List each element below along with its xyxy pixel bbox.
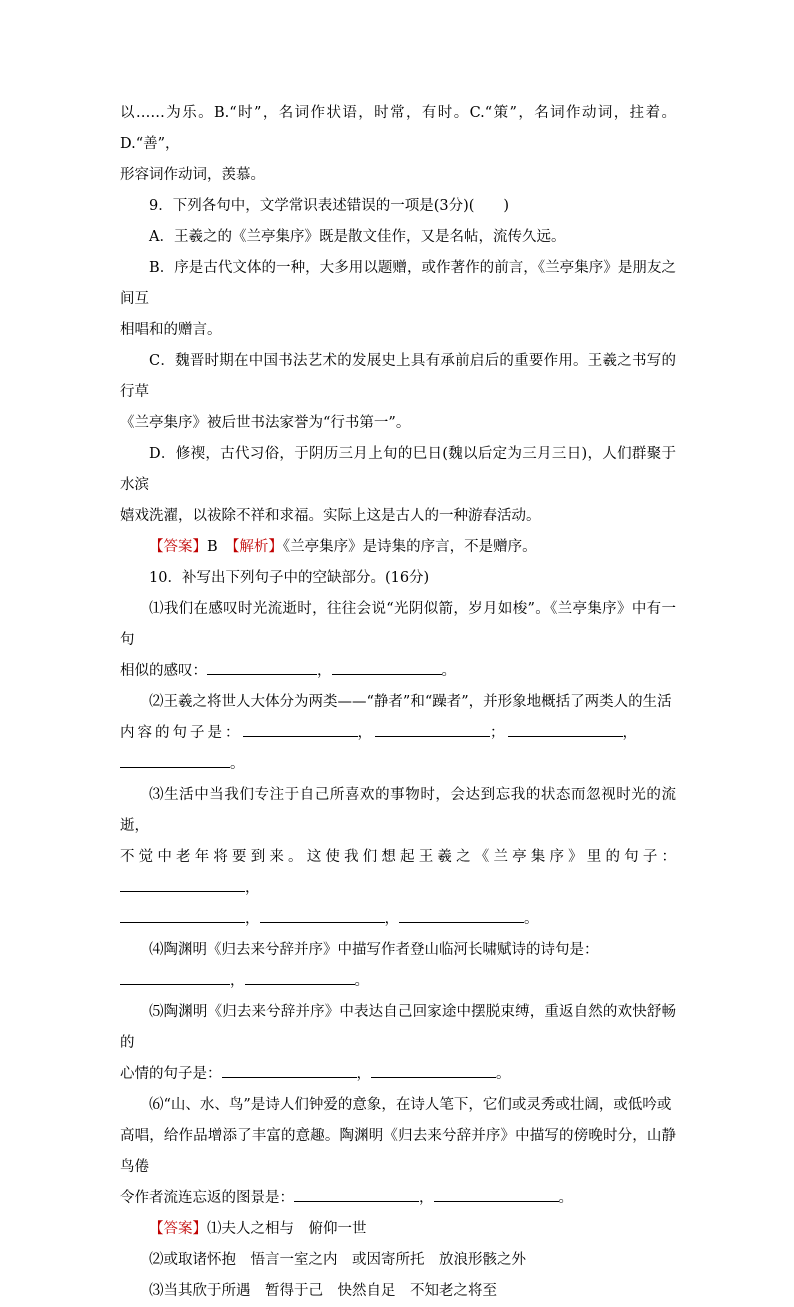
answer-3: ⑶当其欣于所遇 暂得于己 快然自足 不知老之将至 <box>149 1283 497 1299</box>
q9-option-c-cont: 《兰亭集序》被后世书法家誉为“行书第一”。 <box>120 415 411 431</box>
fill-blank[interactable] <box>294 1185 419 1202</box>
q10-item-1: ⑴我们在感叹时光流逝时，往往会说“光阴似箭，岁月如梭”。《兰亭集序》中有一句 <box>120 601 676 648</box>
fill-blank[interactable] <box>332 658 442 675</box>
q10-item-2-cont: 内容的句子是： ， ； ， <box>120 718 676 749</box>
q10-answer <box>120 1214 676 1245</box>
analysis-label: 【解析】 <box>232 539 283 555</box>
fill-blank[interactable] <box>243 720 358 737</box>
q10-item-6-cont2: 令作者流连忘返的图景是： ， 。 <box>120 1183 676 1214</box>
document-page <box>120 98 676 1307</box>
q9-option-b-cont: 相唱和的赠言。 <box>120 322 222 338</box>
answer-label: 【答案】 <box>149 539 207 555</box>
answer-2: ⑵或取诸怀抱 悟言一室之内 或因寄所托 放浪形骸之外 <box>149 1252 526 1268</box>
fill-blank[interactable] <box>399 906 524 923</box>
q10-item-5: ⑸陶渊明《归去来兮辞并序》中表达自己回家途中摆脱束缚，重返自然的欢快舒畅的 <box>120 1004 676 1051</box>
fill-blank[interactable] <box>120 906 245 923</box>
fill-blank[interactable] <box>508 720 623 737</box>
fill-blank[interactable] <box>434 1185 559 1202</box>
fill-blank[interactable] <box>260 906 385 923</box>
q10-item-5-cont: 心情的句子是： ， 。 <box>120 1059 676 1090</box>
q10-item-3-cont2: ， ， 。 <box>120 904 676 935</box>
q10-item-4: ⑷陶渊明《归去来兮辞并序》中描写作者登山临河长啸赋诗的诗句是： <box>149 942 599 958</box>
fill-blank[interactable] <box>371 1061 496 1078</box>
fill-blank[interactable] <box>245 968 355 985</box>
q9-option-c: C．魏晋时期在中国书法艺术的发展史上具有承前启后的重要作用。王羲之书写的行草 <box>120 353 676 400</box>
answer-value: B <box>207 539 233 555</box>
answer-1: ⑴夫人之相与 俯仰一世 <box>207 1221 367 1237</box>
q10-item-3: ⑶生活中当我们专注于自己所喜欢的事物时，会达到忘我的状态而忽视时光的流逝， <box>120 787 676 834</box>
question-9: 9．下列各句中，文学常识表述错误的一项是(3分)( ) <box>149 198 510 214</box>
question-10: 10．补写出下列句子中的空缺部分。(16分) <box>149 570 430 586</box>
q10-item-4-cont: ， 。 <box>120 966 676 997</box>
prev-analysis-line-1: 以……为乐。B.“时”，名词作状语，时常，有时。C.“策”，名词作动词，拄着。D.“善”， <box>120 105 676 152</box>
analysis-text: 《兰亭集序》是诗集的序言，不是赠序。 <box>282 539 537 555</box>
answer-label: 【答案】 <box>149 1221 207 1237</box>
prev-analysis-line-2: 形容词作动词，羡慕。 <box>120 167 265 183</box>
fill-blank[interactable] <box>375 720 490 737</box>
fill-blank[interactable] <box>120 875 245 892</box>
q10-item-6: ⑹“山、水、鸟”是诗人们钟爱的意象，在诗人笔下，它们或灵秀或壮阔，或低吟或 <box>149 1097 672 1113</box>
fill-blank[interactable] <box>120 751 230 768</box>
q9-option-b: B．序是古代文体的一种，大多用以题赠，或作著作的前言，《兰亭集序》是朋友之间互 <box>120 260 676 307</box>
q10-item-6-cont: 高唱，给作品增添了丰富的意趣。陶渊明《归去来兮辞并序》中描写的傍晚时分，山静鸟倦 <box>120 1128 676 1175</box>
fill-blank[interactable] <box>120 968 230 985</box>
q9-option-d-cont: 嬉戏洗濯，以祓除不祥和求福。实际上这是古人的一种游春活动。 <box>120 508 541 524</box>
fill-blank[interactable] <box>222 1061 357 1078</box>
q10-item-2: ⑵王羲之将世人大体分为两类——“静者”和“躁者”，并形象地概括了两类人的生活 <box>149 694 672 710</box>
q9-option-a: A．王羲之的《兰亭集序》既是散文佳作，又是名帖，流传久远。 <box>149 229 566 245</box>
q9-option-d: D．修禊，古代习俗，于阴历三月上旬的巳日(魏以后定为三月三日)，人们群聚于水滨 <box>120 446 676 493</box>
q9-answer <box>120 532 676 563</box>
q10-item-1-cont: 相似的感叹： ， 。 <box>120 656 676 687</box>
q10-item-3-cont: 不觉中老年将要到来。这使我们想起王羲之《兰亭集序》里的句子：， <box>120 849 676 896</box>
q10-item-2-cont2: 。 <box>120 749 676 780</box>
fill-blank[interactable] <box>207 658 317 675</box>
